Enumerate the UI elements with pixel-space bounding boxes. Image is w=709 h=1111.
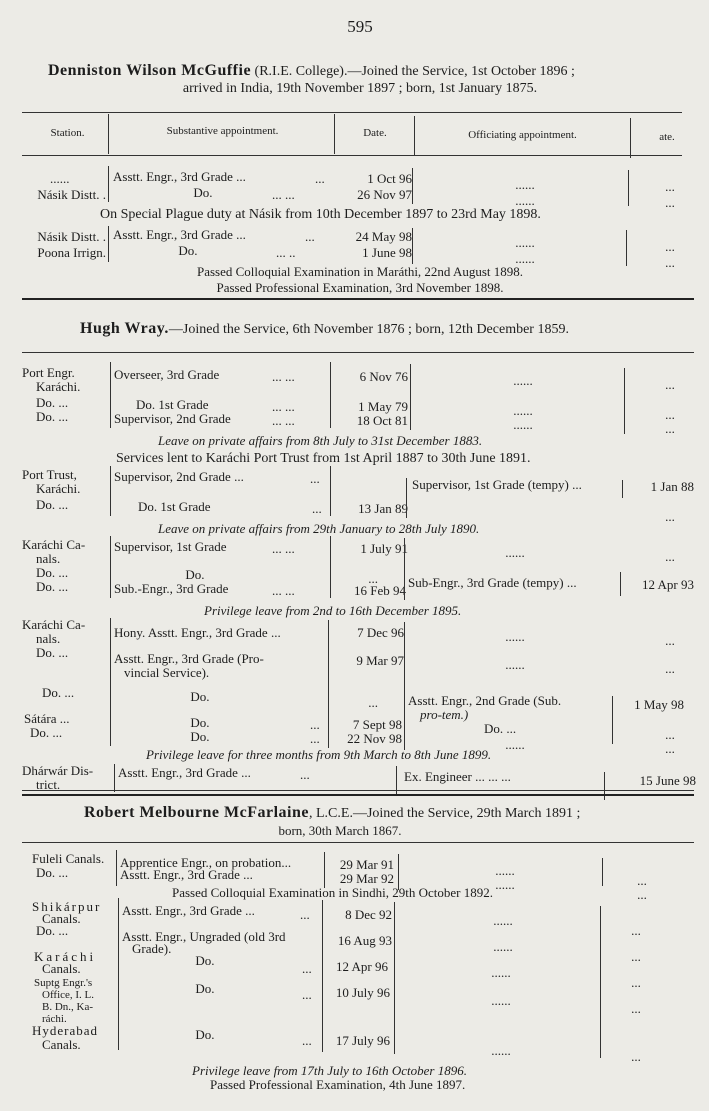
station-cell: ráchi. xyxy=(42,1013,67,1025)
rule xyxy=(334,114,335,154)
section-rule xyxy=(22,298,694,300)
substantive-cell: Asstt. Engr., 3rd Grade ... xyxy=(118,765,251,780)
officer-name: Hugh Wray. xyxy=(80,320,169,337)
rule xyxy=(412,228,413,264)
rule xyxy=(108,114,109,154)
rule xyxy=(404,622,405,750)
station-cell: Port Trust, xyxy=(22,467,77,482)
date2-cell: 1 May 98 xyxy=(634,697,684,712)
station-cell: Do. ... xyxy=(36,579,69,594)
station-cell: Suptg Engr.'s xyxy=(34,977,93,989)
station-cell: B. Dn., Ka- xyxy=(42,1001,94,1013)
rule xyxy=(330,536,331,598)
note: Passed Colloquial Examination in Sindhi, 29th October 1892. xyxy=(172,885,494,900)
rule xyxy=(110,536,111,598)
rule xyxy=(22,155,682,156)
station-cell: Office, I. L. xyxy=(42,989,95,1001)
officiating-cell: pro-tem.) xyxy=(420,707,469,722)
date-cell: 1 June 98 xyxy=(362,245,412,260)
date2-cell: ... xyxy=(665,407,675,422)
substantive-cell: Asstt. Engr., 3rd Grade ... xyxy=(113,227,246,242)
rule xyxy=(22,842,694,843)
station-cell: Násik Distt. . xyxy=(37,229,106,244)
rule xyxy=(410,364,411,430)
note: Leave on private affairs from 8th July to 31st December 1883. xyxy=(158,433,483,448)
officiating-cell: ...... xyxy=(515,251,535,266)
rule xyxy=(22,112,682,113)
rule xyxy=(108,226,109,262)
date2-cell: ... xyxy=(665,727,675,742)
date-cell: 1 July 91 xyxy=(360,541,408,556)
officiating-cell: ...... xyxy=(505,737,525,752)
date-cell: 13 Jan 89 xyxy=(358,501,408,516)
substantive-cell: Asstt. Engr., 3rd Grade ... xyxy=(120,867,253,882)
officer-intro: , L.C.E.—Joined the Service, 29th March 1891 ; xyxy=(309,806,581,821)
date2-cell: ... xyxy=(665,255,675,270)
station-cell: Port Engr. xyxy=(22,365,75,380)
officiating-cell: ...... xyxy=(515,235,535,250)
officiating-cell: Supervisor, 1st Grade (tempy) ... xyxy=(412,477,582,492)
substantive-cell: Asstt. Engr., Ungraded (old 3rd xyxy=(122,929,286,944)
rule xyxy=(406,478,407,518)
officiating-cell: ...... xyxy=(493,939,513,954)
leader-dots: ... xyxy=(302,987,312,1002)
leader-dots: ... xyxy=(302,961,312,976)
station-cell: Fuleli Canals. xyxy=(32,851,105,866)
date2-cell: ... xyxy=(631,1049,641,1064)
rule xyxy=(330,362,331,428)
date2-cell: ... xyxy=(637,873,647,888)
officer-intro-line2: arrived in India, 19th November 1897 ; born, 1st January 1875. xyxy=(182,81,538,96)
substantive-cell: vincial Service). xyxy=(124,665,210,680)
officiating-cell: ...... xyxy=(505,545,525,560)
date-cell: 12 Apr 96 xyxy=(336,959,388,974)
station-cell: nals. xyxy=(36,551,61,566)
station-cell: Do. ... xyxy=(30,725,63,740)
note: Passed Professional Examination, 3rd November 1898. xyxy=(216,280,504,295)
substantive-cell: Do. xyxy=(185,567,205,582)
substantive-cell: Do. xyxy=(190,689,210,704)
rule xyxy=(414,116,415,156)
leader-dots: ... xyxy=(310,471,320,486)
rule xyxy=(620,572,621,596)
substantive-cell: Do. xyxy=(190,715,210,730)
station-cell: Canals. xyxy=(42,961,81,976)
rule xyxy=(22,790,694,791)
date2-cell: ... xyxy=(637,887,647,902)
leader-dots: ... xyxy=(305,229,315,244)
station-cell: Canals. xyxy=(42,911,81,926)
date2-cell: ... xyxy=(665,661,675,676)
note: Passed Professional Examination, 4th June 1897. xyxy=(210,1077,466,1092)
station-cell: Karáchi. xyxy=(36,379,81,394)
station-cell: Shikárpur xyxy=(32,899,102,914)
leader-dots: ... xyxy=(300,907,310,922)
rule xyxy=(394,902,395,1054)
substantive-cell: Do. 1st Grade xyxy=(136,397,209,412)
rule xyxy=(628,170,629,206)
date-cell: 6 Nov 76 xyxy=(359,369,408,384)
rule xyxy=(602,858,603,886)
date-cell: ... xyxy=(368,571,378,586)
station-cell: Do. ... xyxy=(36,565,69,580)
date2-cell: ... xyxy=(665,377,675,392)
rule xyxy=(624,368,625,434)
officiating-cell: ...... xyxy=(493,913,513,928)
date2-cell: 15 June 98 xyxy=(639,773,696,788)
substantive-cell: Supervisor, 1st Grade xyxy=(114,539,227,554)
officiating-cell: ...... xyxy=(513,373,533,388)
rule xyxy=(404,538,405,600)
substantive-cell: Supervisor, 2nd Grade xyxy=(114,411,231,426)
rule xyxy=(22,352,694,353)
substantive-cell: Do. xyxy=(190,729,210,744)
leader-dots: ... ... xyxy=(272,399,295,414)
station-cell: Hyderabad xyxy=(32,1023,99,1038)
date2-cell: ... xyxy=(665,179,675,194)
date-cell: 18 Oct 81 xyxy=(356,413,408,428)
rule xyxy=(630,118,631,158)
note: On Special Plague duty at Násik from 10th December 1897 to 23rd May 1898. xyxy=(100,207,541,222)
date-cell: 7 Dec 96 xyxy=(357,625,404,640)
station-cell: Karáchi Ca- xyxy=(22,617,86,632)
header-substantive: Substantive appointment. xyxy=(166,125,279,137)
date2-cell: ... xyxy=(631,923,641,938)
leader-dots: ... .. xyxy=(276,245,296,260)
rule xyxy=(110,362,111,428)
note: Privilege leave for three months from 9th March to 8th June 1899. xyxy=(146,747,492,762)
header-date: Date. xyxy=(363,127,387,139)
date2-cell: ... xyxy=(631,949,641,964)
substantive-cell: Do. xyxy=(195,1027,215,1042)
leader-dots: ... xyxy=(315,171,325,186)
rule xyxy=(612,696,613,744)
date-cell: 7 Sept 98 xyxy=(352,717,402,732)
note: Services lent to Karáchi Port Trust from 1st April 1887 to 30th June 1891. xyxy=(116,451,531,466)
note: Privilege leave from 2nd to 16th December 1895. xyxy=(204,603,462,618)
officiating-cell: Sub-Engr., 3rd Grade (tempy) ... xyxy=(408,575,577,590)
rule xyxy=(412,168,413,204)
substantive-cell: Hony. Asstt. Engr., 3rd Grade ... xyxy=(114,625,281,640)
station-cell: Karáchi. xyxy=(36,481,81,496)
substantive-cell: Do. 1st Grade xyxy=(138,499,211,514)
rule xyxy=(626,230,627,266)
station-cell: Karáchi Ca- xyxy=(22,537,86,552)
rule xyxy=(328,620,329,748)
date2-cell: ... xyxy=(631,1001,641,1016)
substantive-cell: Do. xyxy=(193,185,213,200)
rule xyxy=(108,166,109,202)
station-cell: Karáchi xyxy=(34,949,97,964)
substantive-cell: Asstt. Engr., 3rd Grade ... xyxy=(122,903,255,918)
station-cell: Do. ... xyxy=(36,645,69,660)
page-number: 595 xyxy=(347,17,373,36)
date2-cell: ... xyxy=(665,421,675,436)
date-cell: 10 July 96 xyxy=(335,985,390,1000)
date-cell: 29 Mar 91 xyxy=(339,857,394,872)
header-station: Station. xyxy=(50,127,85,139)
station-cell: Do. ... xyxy=(36,409,69,424)
officiating-cell: Ex. Engineer ... ... ... xyxy=(404,769,511,784)
station-cell: ...... xyxy=(50,171,70,186)
station-cell: Násik Distt. . xyxy=(37,187,106,202)
date2-cell: 1 Jan 88 xyxy=(650,479,694,494)
leader-dots: ... ... xyxy=(272,369,295,384)
date-cell: 16 Aug 93 xyxy=(337,933,392,948)
station-cell: Do. ... xyxy=(36,395,69,410)
rule xyxy=(118,898,119,1050)
officiating-cell: ...... xyxy=(495,877,515,892)
header-officiating: Officiating appointment. xyxy=(468,129,577,141)
rule xyxy=(110,618,111,746)
section-rule xyxy=(22,794,694,796)
substantive-cell: Do. xyxy=(178,243,198,258)
substantive-cell: Do. xyxy=(195,981,215,996)
station-cell: Do. ... xyxy=(36,497,69,512)
note: Passed Colloquial Examination in Maráthi, 22nd August 1898. xyxy=(196,264,524,279)
date2-cell: ... xyxy=(665,195,675,210)
rule xyxy=(116,850,117,886)
leader-dots: ... ... xyxy=(272,541,295,556)
officiating-cell: Do. ... xyxy=(484,721,517,736)
officer-intro: —Joined the Service, 6th November 1876 ; born, 12th December 1859. xyxy=(168,322,569,337)
leader-dots: ... xyxy=(300,767,310,782)
note: Leave on private affairs from 29th January to 28th July 1890. xyxy=(158,521,480,536)
substantive-cell: Asstt. Engr., 3rd Grade ... xyxy=(113,169,246,184)
officer-heading xyxy=(80,322,569,337)
rule xyxy=(322,900,323,1052)
officiating-cell: ...... xyxy=(505,657,525,672)
rule xyxy=(324,852,325,888)
date-cell: 1 Oct 96 xyxy=(367,171,412,186)
leader-dots: ... ... xyxy=(272,583,295,598)
officiating-cell: ...... xyxy=(491,1043,511,1058)
substantive-cell: Do. xyxy=(195,953,215,968)
date2-cell: ... xyxy=(631,975,641,990)
station-cell: Do. ... xyxy=(36,923,69,938)
station-cell: trict. xyxy=(36,777,61,792)
substantive-cell: Overseer, 3rd Grade xyxy=(114,367,220,382)
leader-dots: ... xyxy=(310,717,320,732)
substantive-cell: Grade). xyxy=(132,941,172,956)
leader-dots: ... xyxy=(310,731,320,746)
date-cell: 16 Feb 94 xyxy=(354,583,406,598)
date-cell: 22 Nov 98 xyxy=(347,731,402,746)
rule xyxy=(114,764,115,792)
header-date2: ate. xyxy=(659,131,675,143)
officiating-cell: ...... xyxy=(505,629,525,644)
officiating-cell: ...... xyxy=(513,417,533,432)
date-cell: 8 Dec 92 xyxy=(345,907,392,922)
officer-name: Denniston Wilson McGuffie xyxy=(48,62,252,79)
officer-name: Robert Melbourne McFarlaine xyxy=(84,804,309,821)
date2-cell: ... xyxy=(665,509,675,524)
officiating-cell: ...... xyxy=(491,965,511,980)
note: Privilege leave from 17th July to 16th October 1896. xyxy=(192,1063,467,1078)
date-cell: 29 Mar 92 xyxy=(339,871,394,886)
officiating-cell: Asstt. Engr., 2nd Grade (Sub. xyxy=(408,693,562,708)
date-cell: 1 May 79 xyxy=(358,399,408,414)
date-cell: 17 July 96 xyxy=(335,1033,390,1048)
rule xyxy=(600,906,601,1058)
officiating-cell: ...... xyxy=(491,993,511,1008)
officiating-cell: ...... xyxy=(495,863,515,878)
leader-dots: ... ... xyxy=(272,187,295,202)
substantive-cell: Apprentice Engr., on probation... xyxy=(120,855,292,870)
date-cell: 24 May 98 xyxy=(355,229,412,244)
officiating-cell: ...... xyxy=(515,177,535,192)
date2-cell: ... xyxy=(665,549,675,564)
leader-dots: ... xyxy=(312,501,322,516)
date2-cell: ... xyxy=(665,741,675,756)
date2-cell: ... xyxy=(665,633,675,648)
rule xyxy=(110,466,111,516)
officer-intro: (R.I.E. College).—Joined the Service, 1st October 1896 ; xyxy=(251,64,575,79)
date-cell: ... xyxy=(368,695,378,710)
officer-intro-line2: born, 30th March 1867. xyxy=(278,823,402,838)
station-cell: Do. ... xyxy=(36,865,69,880)
officer-heading xyxy=(84,806,580,821)
station-cell: Canals. xyxy=(42,1037,81,1052)
date2-cell: ... xyxy=(665,239,675,254)
officiating-cell: ...... xyxy=(513,403,533,418)
substantive-cell: Asstt. Engr., 3rd Grade (Pro- xyxy=(114,651,264,666)
substantive-cell: Sub.-Engr., 3rd Grade xyxy=(114,581,229,596)
officer-heading xyxy=(48,64,575,79)
station-cell: nals. xyxy=(36,631,61,646)
date-cell: 9 Mar 97 xyxy=(356,653,404,668)
leader-dots: ... ... xyxy=(272,413,295,428)
rule xyxy=(622,480,623,498)
leader-dots: ... xyxy=(302,1033,312,1048)
station-cell: Poona Irrign. xyxy=(37,245,106,260)
station-cell: Do. ... xyxy=(42,685,75,700)
rule xyxy=(330,466,331,516)
date2-cell: 12 Apr 93 xyxy=(642,577,694,592)
substantive-cell: Supervisor, 2nd Grade ... xyxy=(114,469,244,484)
date-cell: 26 Nov 97 xyxy=(357,187,412,202)
officiating-cell: ...... xyxy=(515,193,535,208)
station-cell: Dhárwár Dis- xyxy=(22,763,94,778)
station-cell: Sátára ... xyxy=(24,711,70,726)
